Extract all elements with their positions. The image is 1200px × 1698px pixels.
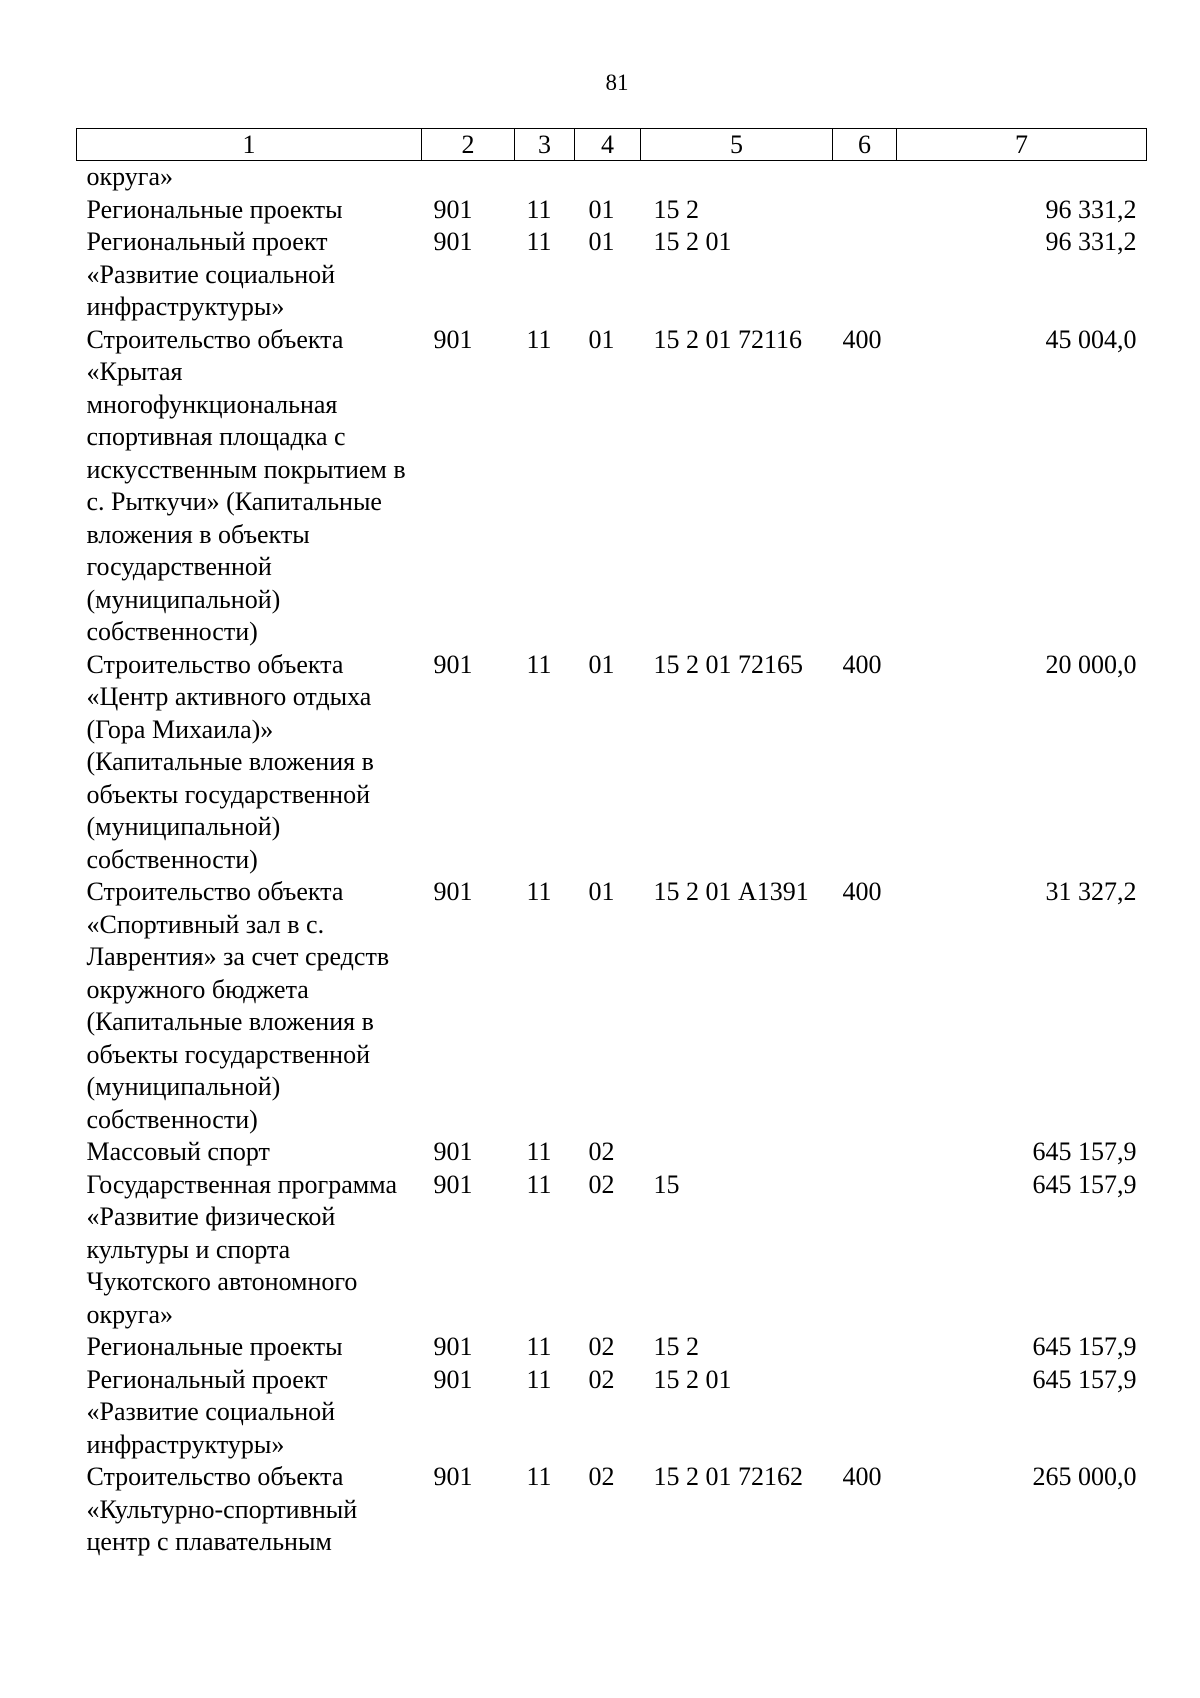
row-ved: 901	[433, 1169, 473, 1199]
row-ved: 901	[433, 194, 473, 224]
row-vr	[833, 1331, 897, 1364]
row-vr: 400	[842, 649, 882, 679]
row-name: Государственная программа «Развитие физической культуры и спорта Чукотского автономного округа»	[86, 1169, 398, 1329]
row-sum: 645 157,9	[1032, 1364, 1137, 1394]
row-sum: 645 157,9	[1032, 1169, 1137, 1199]
row-rz: 11	[526, 1332, 552, 1361]
row-vr	[833, 1169, 897, 1332]
row-ved: 901	[433, 1332, 473, 1361]
table-row	[77, 1331, 1147, 1364]
row-csr: 15 2 01 72116	[653, 324, 803, 354]
row-ved: 901	[433, 1364, 473, 1394]
row-name: Строительство объекта «Крытая многофункциональная спортивная площадка с искусственным покрытием в с. Рыткучи» (Капитальные вложения в объекты государственной (муниципальной) собственности)	[86, 324, 406, 646]
row-name: Региональные проекты	[86, 1332, 343, 1361]
row-csr: 15 2	[653, 194, 699, 224]
row-ved: 901	[433, 877, 473, 906]
row-pr	[575, 161, 641, 194]
row-ved: 901	[433, 324, 473, 354]
row-sum: 645 157,9	[1032, 1137, 1137, 1166]
row-sum	[897, 161, 1147, 194]
row-ved: 901	[433, 1137, 473, 1166]
row-name: Региональный проект «Развитие социальной инфраструктуры»	[86, 227, 336, 321]
row-name: Строительство объекта «Центр активного отдыха (Гора Михаила)» (Капитальные вложения в объекты государственной (муниципальной) собственности)	[86, 649, 374, 874]
row-sum: 645 157,9	[1032, 1332, 1137, 1361]
row-sum: 96 331,2	[1045, 227, 1137, 256]
row-rz: 11	[526, 1462, 552, 1491]
table-row	[77, 161, 1147, 194]
column-header-3: 3	[515, 129, 575, 161]
row-vr	[833, 1136, 897, 1169]
column-header-6: 6	[833, 129, 897, 161]
row-csr: 15 2 01	[653, 1364, 732, 1394]
row-name: округа»	[86, 162, 173, 191]
row-csr	[641, 161, 833, 194]
row-vr	[833, 161, 897, 194]
row-name: Строительство объекта «Спортивный зал в с. Лаврентия» за счет средств окружного бюджета (Капитальные вложения в объекты государственной (муниципальной) собственности)	[86, 877, 390, 1134]
row-pr: 01	[588, 649, 615, 679]
row-ved: 901	[433, 227, 473, 256]
row-sum: 265 000,0	[1032, 1462, 1137, 1491]
row-sum: 45 004,0	[1045, 324, 1137, 354]
budget-table	[76, 128, 1147, 1559]
row-name: Строительство объекта «Культурно-спортивный центр с плавательным	[86, 1462, 358, 1556]
row-rz: 11	[526, 194, 552, 224]
column-header-4: 4	[575, 129, 641, 161]
row-rz: 11	[526, 877, 552, 906]
row-pr: 02	[588, 1364, 615, 1394]
row-vr	[833, 194, 897, 227]
row-csr: 15 2 01	[653, 227, 732, 256]
table-row	[77, 876, 1147, 1136]
row-pr: 02	[588, 1462, 615, 1491]
row-rz: 11	[526, 649, 552, 679]
row-name: Массовый спорт	[86, 1137, 270, 1166]
row-vr: 400	[842, 324, 882, 354]
row-pr: 02	[588, 1332, 615, 1361]
row-pr: 01	[588, 877, 615, 906]
table-row	[77, 226, 1147, 324]
column-header-1: 1	[77, 129, 422, 161]
page-number: 81	[605, 70, 629, 95]
table-row	[77, 1364, 1147, 1462]
row-ved: 901	[433, 1462, 473, 1491]
row-rz: 11	[526, 1169, 552, 1199]
column-header-7: 7	[897, 129, 1147, 161]
row-vr: 400	[842, 877, 882, 906]
row-csr: 15	[653, 1169, 680, 1199]
row-csr: 15 2	[653, 1332, 699, 1361]
table-row	[77, 649, 1147, 877]
row-rz	[515, 161, 575, 194]
table-row	[77, 194, 1147, 227]
row-sum: 96 331,2	[1045, 194, 1137, 224]
row-vr	[833, 1364, 897, 1462]
table-row	[77, 1169, 1147, 1332]
row-rz: 11	[526, 324, 552, 354]
row-vr: 400	[842, 1462, 882, 1491]
header-row	[77, 129, 1147, 161]
row-name: Региональный проект «Развитие социальной инфраструктуры»	[86, 1364, 336, 1459]
column-header-2: 2	[422, 129, 515, 161]
table-row	[77, 1136, 1147, 1169]
row-pr: 01	[588, 194, 615, 224]
row-pr: 01	[588, 227, 615, 256]
row-ved	[422, 161, 515, 194]
table-row	[77, 324, 1147, 649]
row-pr: 02	[588, 1137, 615, 1166]
row-pr: 02	[588, 1169, 615, 1199]
row-csr: 15 2 01 72162	[653, 1462, 803, 1491]
row-csr: 15 2 01 А1391	[653, 877, 809, 906]
row-csr	[641, 1136, 833, 1169]
row-sum: 20 000,0	[1045, 649, 1137, 679]
row-pr: 01	[588, 324, 615, 354]
row-rz: 11	[526, 227, 552, 256]
table-row	[77, 1461, 1147, 1559]
column-header-5: 5	[641, 129, 833, 161]
row-ved: 901	[433, 649, 473, 679]
row-csr: 15 2 01 72165	[653, 649, 803, 679]
row-rz: 11	[526, 1364, 552, 1394]
row-name: Региональные проекты	[86, 194, 343, 224]
row-rz: 11	[526, 1137, 552, 1166]
row-vr	[833, 226, 897, 324]
row-sum: 31 327,2	[1045, 877, 1137, 906]
